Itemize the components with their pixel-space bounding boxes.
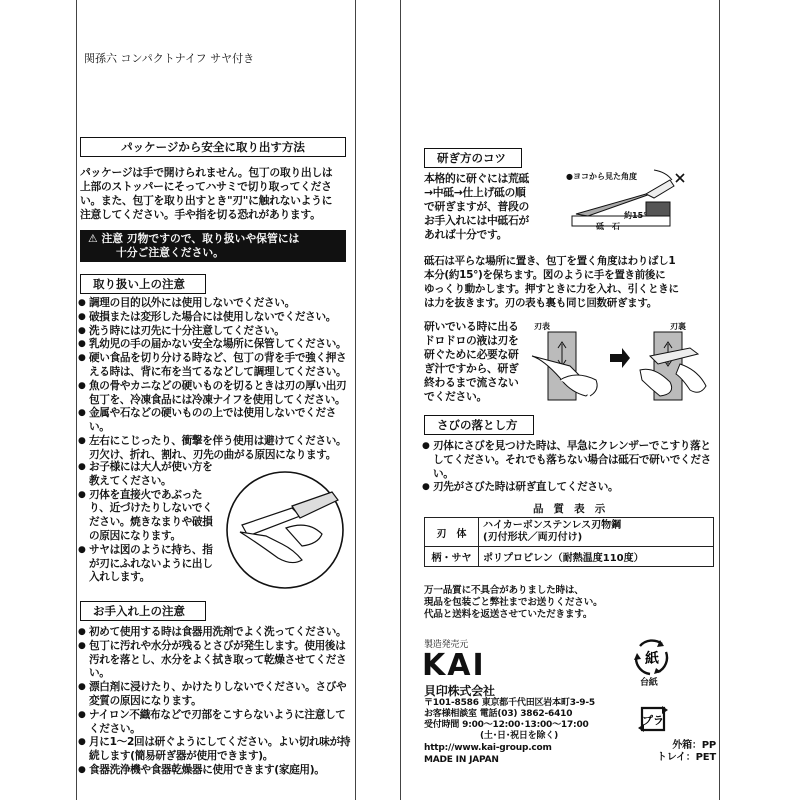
list-item: ● 月に1〜2回は研ぐようにしてください。よい切れ味が持続します(簡易研ぎ器が使用できます)。 bbox=[78, 736, 352, 764]
list-item: ● 刃先がさびた時は研ぎ直してください。 bbox=[422, 481, 718, 495]
product-title: 関孫六 コンパクトナイフ サヤ付き bbox=[84, 52, 255, 65]
unpack-line: 注意してください。手や指を切る恐れがあります。 bbox=[80, 208, 321, 221]
tray-material: トレイ：PET bbox=[656, 752, 716, 763]
contact-line bbox=[424, 709, 654, 721]
unpack-line: 上部のストッパーにそってハサミで切り取ってくださ bbox=[80, 180, 332, 193]
sharpening-hands-illustration bbox=[530, 330, 718, 410]
paper-mark-text: 紙 bbox=[645, 651, 659, 667]
list-item: ● 金属や石などの硬いものの上では使用しないでください。 bbox=[78, 407, 352, 435]
paper-recycle-icon bbox=[632, 636, 672, 678]
quality-table bbox=[424, 517, 714, 567]
mud-line: 研ぐために必要な研 bbox=[424, 348, 519, 361]
mud-line: 研いでいる時に出る bbox=[424, 320, 519, 333]
sharpen-line: →中砥→仕上げ砥の順 bbox=[424, 186, 526, 199]
table-row bbox=[425, 547, 714, 567]
plastic-mark-text: プラ bbox=[642, 714, 664, 727]
quality-value: ハイカーボンステンレス刃物鋼 (刃付形状／両刃付け) bbox=[479, 518, 714, 547]
handling-heading: 取り扱い上の注意 bbox=[80, 274, 206, 294]
mud-text bbox=[424, 320, 528, 404]
sharpen-line: は力を抜きます。刃の表も裏も同じ回数研ぎます。 bbox=[424, 297, 657, 309]
unpack-line: い。また、包丁を取り出すとき"刃"に触れないように bbox=[80, 194, 333, 207]
list-item: ● 刃体を直接火であぶったり、近づけたりしないでください。焼きなまりや破損の原因になります。 bbox=[78, 489, 218, 544]
warranty-text bbox=[424, 585, 718, 621]
list-item: ● 漂白剤に浸けたり、かけたりしないでください。さびや変質の原因になります。 bbox=[78, 681, 352, 709]
warranty-line: 代品と送料を返送させていただきます。 bbox=[424, 609, 593, 620]
contact-holidays: (土･日･祝日を除く) bbox=[480, 731, 559, 741]
sharpen-line: 砥石は平らな場所に置き、包丁を置く角度はわりばし1 bbox=[424, 255, 676, 267]
table-row bbox=[425, 518, 714, 547]
quality-value: ポリプロピレン（耐熱温度110度） bbox=[479, 547, 714, 567]
handling-list-narrow bbox=[78, 461, 218, 585]
list-item: ● 破損または変形した場合には使用しないでください。 bbox=[78, 311, 352, 325]
list-item: ● 洗う時には刃先に十分注意してください。 bbox=[78, 325, 352, 339]
stone-label: 砥 石 bbox=[596, 222, 620, 231]
care-heading: お手入れ上の注意 bbox=[80, 601, 206, 621]
caution-text: 十分ご注意ください。 bbox=[116, 246, 224, 259]
unpack-line: パッケージは手で開けられません。包丁の取り出しは bbox=[80, 166, 333, 179]
list-item: ● 魚の骨やカニなどの硬いものを切るときは刃の厚い出刃包丁を、冷凍食品には冷凍ナイフを使用してください。 bbox=[78, 380, 352, 408]
rust-list bbox=[422, 440, 718, 495]
quality-heading: 品 質 表 示 bbox=[532, 503, 606, 515]
quality-key: 刃 体 bbox=[425, 518, 479, 547]
list-item: ● 刃体にさびを見つけた時は、早急にクレンザーでこすり落としてください。それでも落ちない場合は砥石で研いでください。 bbox=[422, 440, 718, 481]
sheath-illustration bbox=[222, 470, 348, 590]
sharpen-line: 本分(約15°)を保ちます。図のように手を置き前後に bbox=[424, 269, 666, 281]
sharpen-line: あれば十分です。 bbox=[424, 228, 508, 241]
contact-phone: 電話(03) 3862-6410 bbox=[479, 709, 573, 719]
sharpen-line: 本格的に研ぐには荒砥 bbox=[424, 172, 529, 185]
mud-line: ドロドロの液は刃を bbox=[424, 334, 519, 347]
back-label: 刃裏 bbox=[670, 322, 686, 331]
sharpen-line: で研ぎますが、普段の bbox=[424, 200, 529, 213]
contact-hours: 受付時間 9:00〜12:00･13:00〜17:00 bbox=[424, 720, 589, 730]
caution-bar bbox=[80, 230, 346, 262]
mud-line: でください。 bbox=[424, 390, 487, 403]
mud-line: 終わるまで流さない bbox=[424, 376, 519, 389]
plastic-recycle-icon bbox=[632, 700, 672, 740]
angle-value: 約15° bbox=[624, 211, 648, 220]
unpack-heading: パッケージから安全に取り出す方法 bbox=[80, 137, 346, 157]
company-url: http://www.kai-group.com bbox=[424, 743, 552, 753]
mud-line: ぎ汁ですから、研ぎ bbox=[424, 362, 519, 375]
caution-text: 注意 刃物ですので、取り扱いや保管には bbox=[101, 232, 300, 245]
care-list bbox=[78, 626, 352, 778]
made-in: MADE IN JAPAN bbox=[424, 755, 499, 765]
sharpen-paragraph bbox=[424, 254, 718, 310]
list-item: ● 硬い食品を切り分ける時など、包丁の背を手で強く押さえる時は、背に布を当てるなどして調理してください。 bbox=[78, 352, 352, 380]
list-item: ● 包丁に汚れや水分が残るとさびが発生します。使用後は汚れを落とし、水分をよく拭き取って乾燥させてください。 bbox=[78, 640, 352, 681]
front-label: 刃表 bbox=[534, 322, 550, 331]
warranty-line: 万一品質に不具合がありました時は、 bbox=[424, 585, 584, 596]
sharpen-line: ゆっくり動かします。押すときに力を入れ、引くときに bbox=[424, 283, 679, 295]
list-item: ● 左右にこじったり、衝撃を伴う使用は避けてください。刃欠け、折れ、割れ、刃先の曲がる原因になります。 bbox=[78, 435, 352, 463]
quality-key: 柄・サヤ bbox=[425, 547, 479, 567]
list-item: ● 乳幼児の手の届かない安全な場所に保管してください。 bbox=[78, 338, 352, 352]
maker-label: 製造発売元 bbox=[424, 640, 469, 650]
list-item: ● 初めて使用する時は食器用洗剤でよく洗ってください。 bbox=[78, 626, 352, 640]
rust-heading: さびの落とし方 bbox=[424, 415, 534, 435]
warranty-line: 現品を包装ごと弊社までお送りください。 bbox=[424, 597, 603, 608]
sharpen-intro bbox=[424, 172, 564, 242]
company-name: 貝印株式会社 bbox=[424, 684, 495, 698]
contact-label: お客様相談室 bbox=[424, 709, 477, 719]
kai-logo: KAI bbox=[422, 648, 486, 683]
unpack-text bbox=[80, 166, 352, 222]
company-address: 〒101-8586 東京都千代田区岩本町3-9-5 bbox=[424, 698, 595, 708]
list-item: ● 調理の目的以外には使用しないでください。 bbox=[78, 297, 352, 311]
angle-label: ●ヨコから見た角度 bbox=[566, 172, 637, 181]
list-item: ● 食器洗浄機や食器乾燥器に使用できます(家庭用)。 bbox=[78, 764, 352, 778]
sharpen-line: お手入れには中砥石が bbox=[424, 214, 529, 227]
list-item: ● サヤは図のように持ち、指が刃にふれないように出し入れします。 bbox=[78, 544, 218, 585]
handling-list bbox=[78, 297, 352, 463]
list-item: ● ナイロン不織布などで刃部をこすらないように注意してください。 bbox=[78, 709, 352, 737]
angle-illustration bbox=[566, 166, 716, 234]
outer-material: 外箱：PP bbox=[672, 740, 716, 751]
sharpen-heading: 研ぎ方のコツ bbox=[424, 148, 522, 168]
list-item: ● お子様には大人が使い方を教えてください。 bbox=[78, 461, 218, 489]
warning-icon: ⚠ bbox=[88, 232, 98, 245]
paper-label: 台紙 bbox=[640, 678, 658, 688]
